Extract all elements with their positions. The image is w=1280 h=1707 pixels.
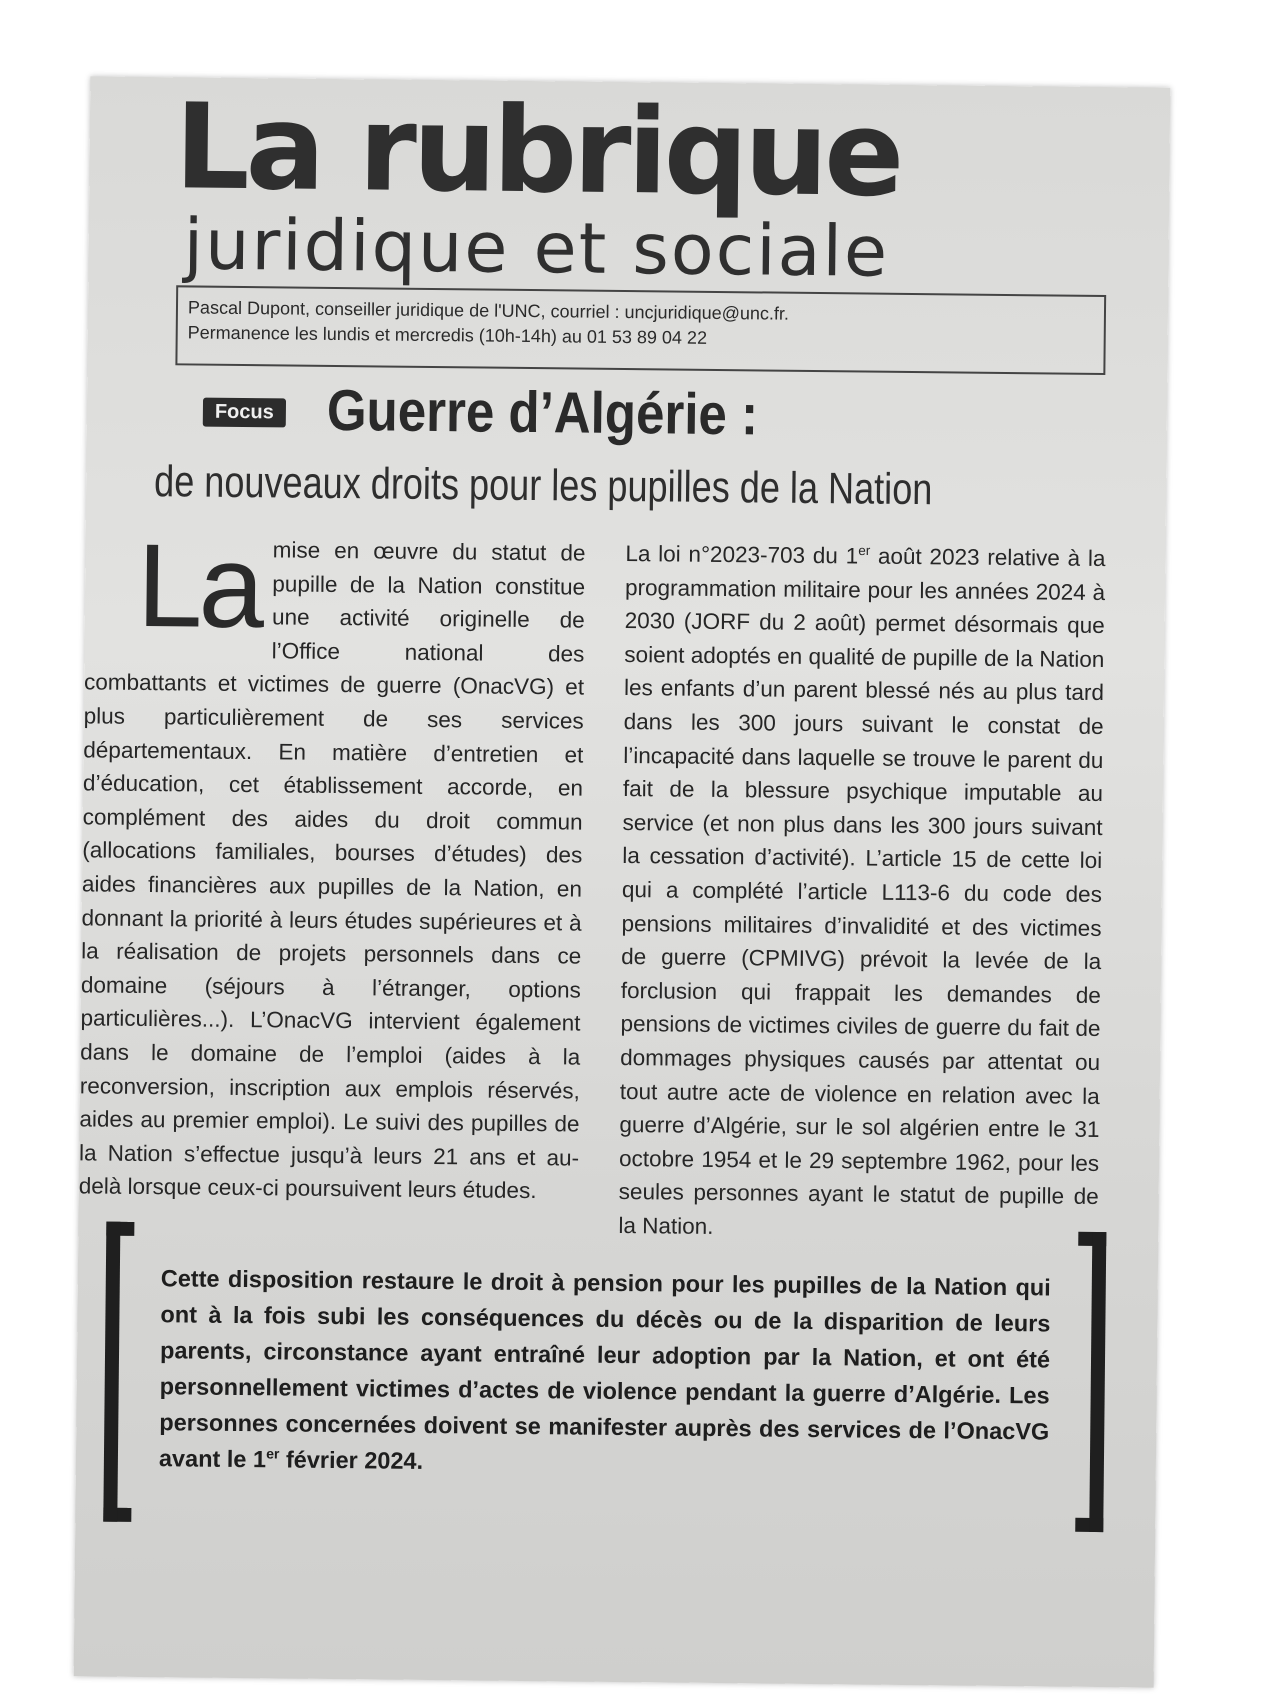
contact-hours: Permanence les lundis et mercredis (10h-14h) au 01 53 89 04 22 — [187, 322, 708, 349]
printed-page — [74, 76, 1171, 1687]
dropcap: La — [136, 519, 262, 654]
left-column-text: mise en œuvre du statut de pupille de la Nation constitue une activité originelle de l’Office national des combattants et victimes de guerre (OnacVG) et plus particulièrement de ses services départementaux. En matière d’entretien et d’éducation, cet établissement accorde, en complément des aides du droit commun (allocations familiales, bourses d’études) des aides financières aux pupilles de la Nation, en donnant la priorité à leurs études supérieures et à la réalisation de projets personnels dans ce domaine (séjours à l’étranger, options particulières...). L’OnacVG intervient également dans le domaine de l’emploi (aides à la reconversion, inscription aux emplois réservés, aides au premier emploi). Le suivi des pupilles de la Nation s’effectue jusqu’à leurs 21 ans et au-delà lorsque ceux-ci poursuivent leurs études. — [78, 537, 586, 1204]
right-column-text-rest: août 2023 relative à la programmation militaire pour les années 2024 à 2030 (JORF du 2 août) permet désormais que soient adoptés en qualité de pupille de la Nation les enfants d’un parent blessé nés au plus tard dans les 300 jours suivant le constat de l’incapacité dans laquelle se trouve le parent du fait de la blessure psychique imputable au service (et non plus dans les 300 jours suivant la cessation d’activité). L’article 15 de cette loi qui a complété l’article L113-6 du code des pensions militaires d’invalidité et des victimes de guerre (CPMIVG) prévoit la levée de la forclusion qui frappait les demandes de pensions de victimes civiles de guerre du fait de dommages physiques causés par attentat ou tout autre acte de violence en relation avec la guerre d’Algérie, sur le sol algérien entre le 31 octobre 1954 et le 29 septembre 1962, pour les seules personnes ayant le statut de pupille de la Nation. — [618, 543, 1106, 1239]
right-column — [618, 537, 1105, 1247]
right-bracket-icon — [1075, 1232, 1106, 1532]
contact-box — [175, 285, 1106, 375]
quote-text-end: février 2024. — [279, 1446, 424, 1474]
left-column — [78, 519, 586, 1208]
right-column-text-start: La loi n°2023-703 du 1 — [625, 541, 859, 569]
quote-text — [159, 1260, 1051, 1485]
focus-badge: Focus — [203, 398, 286, 428]
right-column-text — [618, 537, 1105, 1247]
rubric-title: La rubrique — [173, 77, 902, 223]
highlight-quote — [103, 1222, 1106, 1542]
left-bracket-icon — [103, 1222, 134, 1522]
article-subheadline: de nouveaux droits pour les pupilles de la Nation — [153, 457, 933, 515]
rubric-subtitle: juridique et sociale — [183, 203, 890, 293]
quote-superscript: er — [266, 1445, 280, 1462]
contact-author: Pascal Dupont, conseiller juridique de l'UNC, courriel : uncjuridique@unc.fr. — [187, 297, 790, 324]
quote-text-start: Cette disposition restaure le droit à pension pour les pupilles de la Nation qui ont à la fois subi les conséquences du décès ou de la disparition de leurs parents, circonstance ayant entraîné leur adoption par la Nation, et ont été personnellement victimes d’actes de violence pendant la guerre d’Algérie. Les personnes concernées doivent se manifester auprès des services de l’OnacVG avant le 1 — [158, 1265, 1051, 1473]
right-column-superscript: er — [858, 542, 871, 559]
article-headline: Guerre d’Algérie : — [326, 377, 759, 448]
